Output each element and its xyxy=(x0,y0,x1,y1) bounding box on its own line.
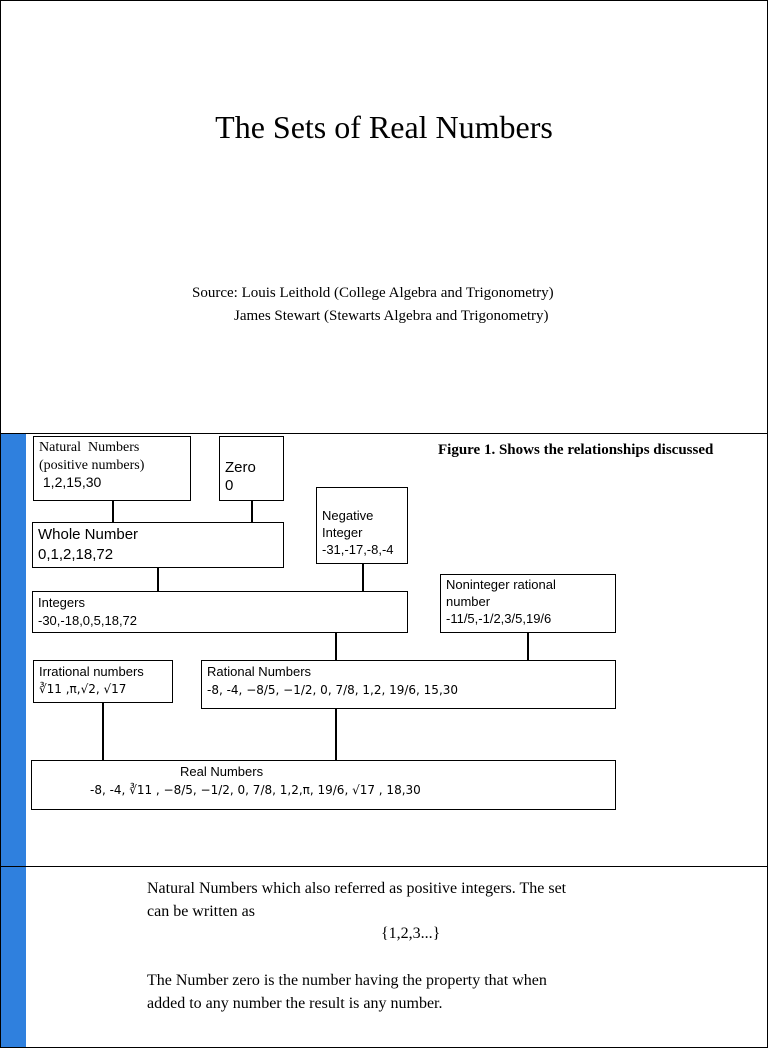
irrational-numbers-label: Irrational numbers xyxy=(39,664,144,679)
connector-integers-rational xyxy=(335,632,337,660)
paragraph-2-line-1: The Number zero is the number having the property that when xyxy=(147,972,547,989)
whole-number-examples: 0,1,2,18,72 xyxy=(38,545,114,563)
rational-numbers-box xyxy=(201,660,616,709)
accent-bar xyxy=(1,867,26,1047)
paragraph-2-line-2: added to any number the result is any number. xyxy=(147,995,443,1013)
noninteger-rational-box xyxy=(440,574,616,633)
noninteger-rational-examples: -11/5,-1/2,3/5,19/6 xyxy=(446,610,552,626)
noninteger-rational-line2: number xyxy=(446,593,491,609)
zero-box xyxy=(219,436,284,501)
whole-number-box xyxy=(32,522,284,568)
noninteger-rational-line1: Noninteger rational xyxy=(446,577,556,592)
title-slide xyxy=(0,0,768,434)
zero-paragraph xyxy=(147,969,667,1015)
text-slide xyxy=(0,866,768,1048)
connector-whole-integers xyxy=(157,567,159,591)
negative-integer-box xyxy=(316,487,408,564)
slide-title: The Sets of Real Numbers xyxy=(215,109,553,145)
rational-numbers-label: Rational Numbers xyxy=(207,664,312,679)
negative-integer-line1: Negative xyxy=(322,508,374,523)
whole-number-label: Whole Number xyxy=(38,526,139,543)
real-numbers-label: Real Numbers xyxy=(180,764,264,779)
source-line-2: James Stewart (Stewarts Algebra and Trigonometry) xyxy=(234,308,549,324)
natural-numbers-box xyxy=(33,436,191,501)
connector-zero-whole xyxy=(251,500,253,522)
natural-numbers-examples: 1,2,15,30 xyxy=(39,474,102,490)
natural-numbers-title: Natural Numbers xyxy=(39,440,140,455)
paragraph-1-line-1: Natural Numbers which also referred as positive integers. The set xyxy=(147,880,567,897)
connector-negative-integers xyxy=(362,563,364,591)
integers-examples: -30,-18,0,5,18,72 xyxy=(38,612,138,628)
negative-integer-examples: -31,-17,-8,-4 xyxy=(322,541,394,557)
real-numbers-examples: -8, -4, ∛11 , −8/5, −1/2, 0, 7/8, 1,2,π, 19/6, √17 , 18,30 xyxy=(90,782,421,797)
connector-rational-real xyxy=(335,708,337,760)
natural-numbers-subtitle: (positive numbers) xyxy=(39,457,145,473)
paragraph-1-line-2: can be written as xyxy=(147,903,255,921)
connector-irrational-real xyxy=(102,702,104,760)
irrational-numbers-examples: ∛11 ,π,√2, √17 xyxy=(39,681,127,696)
negative-integer-line2: Integer xyxy=(322,524,363,540)
zero-value: 0 xyxy=(225,477,234,494)
connector-natural-whole xyxy=(112,500,114,522)
natural-numbers-paragraph xyxy=(147,877,667,923)
rational-numbers-examples: -8, -4, −8/5, −1/2, 0, 7/8, 1,2, 19/6, 15,30 xyxy=(207,682,459,697)
source-line-1: Source: Louis Leithold (College Algebra and Trigonometry) xyxy=(192,285,554,301)
integers-box xyxy=(32,591,408,633)
figure-caption: Figure 1. Shows the relationships discussed xyxy=(438,442,714,458)
figure-slide xyxy=(0,433,768,867)
irrational-numbers-box xyxy=(33,660,173,703)
connector-noninteger-rational xyxy=(527,632,529,660)
integers-label: Integers xyxy=(38,595,85,610)
accent-bar xyxy=(1,434,26,866)
set-notation: {1,2,3...} xyxy=(381,925,441,942)
real-numbers-box xyxy=(31,760,616,810)
zero-label: Zero xyxy=(225,459,256,476)
